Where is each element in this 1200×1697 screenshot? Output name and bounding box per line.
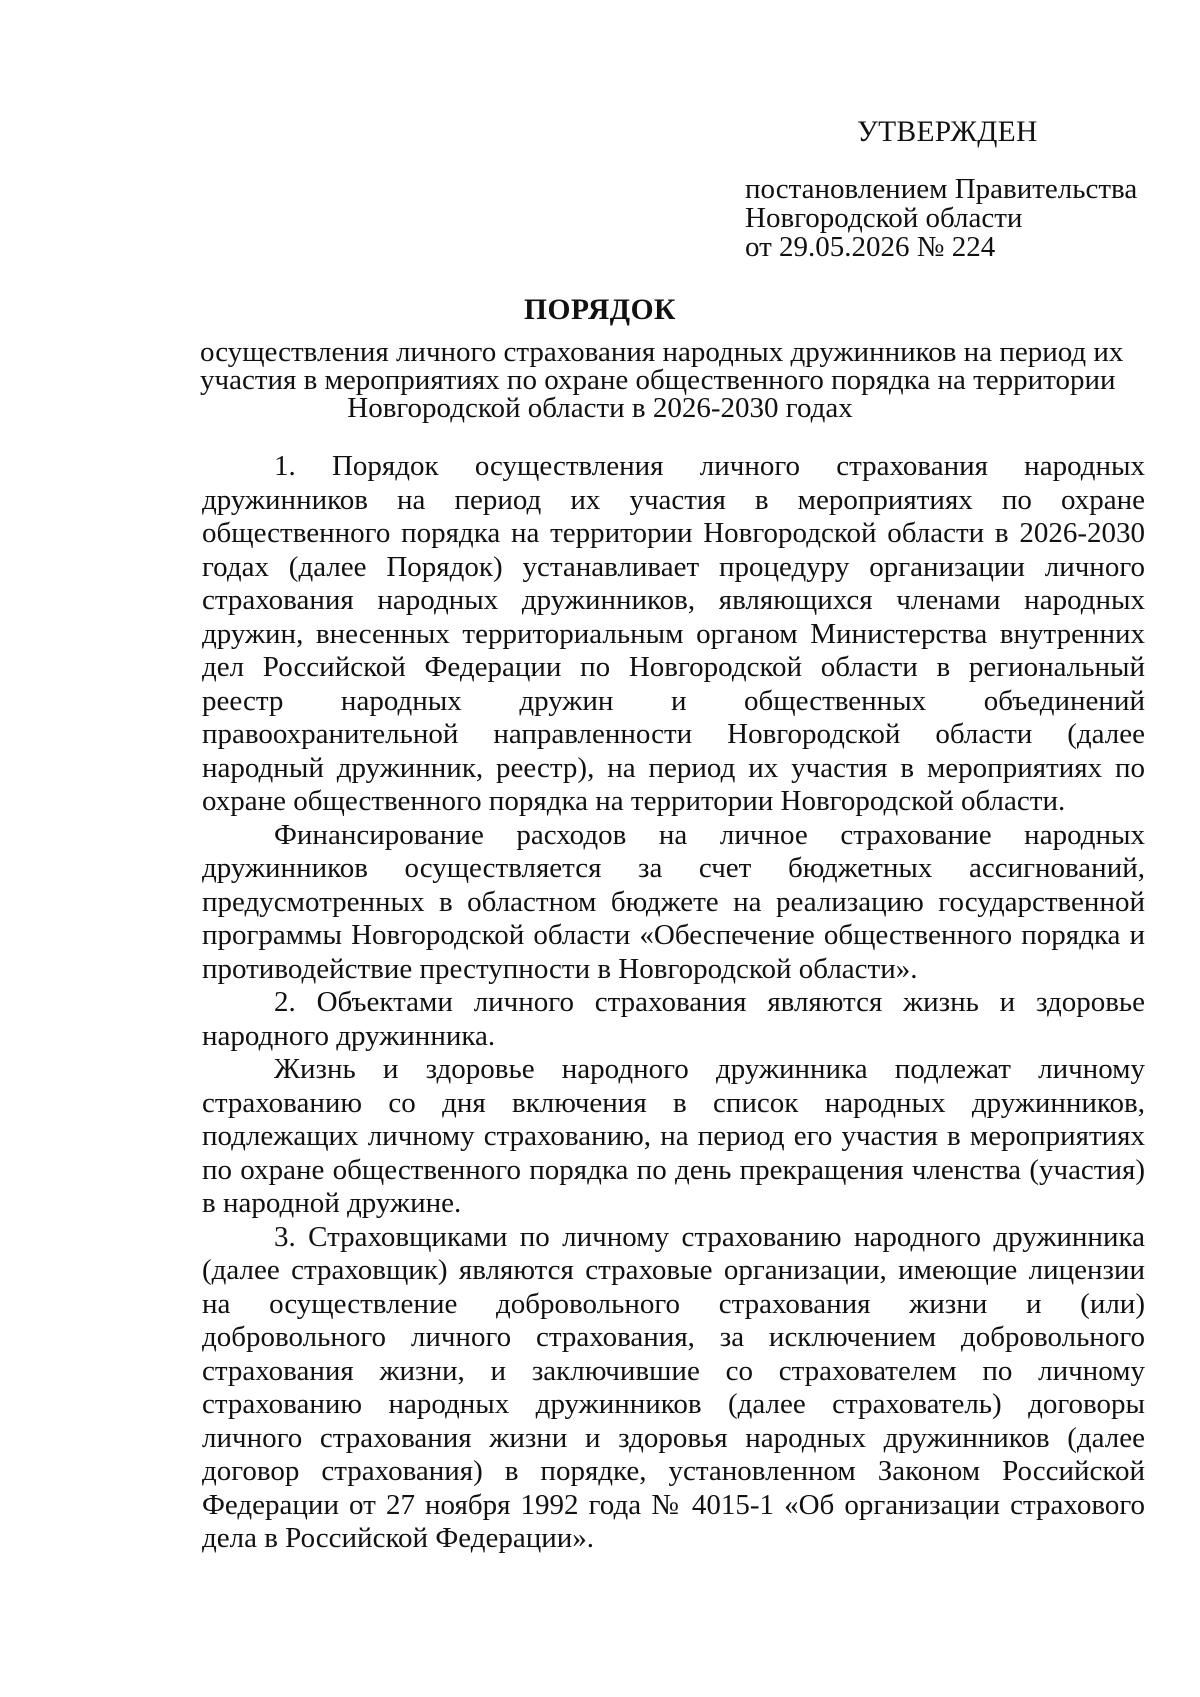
- document-subtitle: [200, 336, 1124, 424]
- subtitle-line: Новгородской области в 2026-2030 годах: [347, 392, 853, 424]
- paragraph: Жизнь и здоровье народного дружинника подлежат личному страхованию со дня включения в список народных дружинников, подлежащих личному страхованию, на период его участия в мероприятиях по охране общественного порядка по день прекращения членства (участия) в народной дружине.: [202, 1053, 1145, 1219]
- approval-block: [745, 118, 1165, 262]
- document-title: ПОРЯДОК: [524, 294, 676, 326]
- subtitle-line: осуществления личного страхования народных дружинников на период их: [200, 336, 1124, 368]
- document-body: [202, 450, 1145, 1556]
- approval-line: Новгородской области: [745, 202, 1023, 234]
- approval-line: постановлением Правительства: [745, 173, 1138, 205]
- paragraph: 2. Объектами личного страхования являются жизнь и здоровье народного дружинника.: [202, 986, 1145, 1052]
- paragraph: 3. Страховщиками по личному страхованию народного дружинника (далее страховщик) являются страховые организации, имеющие лицензии на осуществление добровольного страхования жизни и (или) добровольного личного страхования, за исключением добровольного страхования жизни, и заключившие со страхователем по личному страхованию народных дружинников (далее страхователь) договоры личного страхования жизни и здоровья народных дружинников (далее договор страхования) в порядке, установленном Законом Российской Федерации от 27 ноября 1992 года № 4015-1 «Об организации страхового дела в Российской Федерации».: [202, 1220, 1145, 1554]
- subtitle-line: участия в мероприятиях по охране общественного порядка на территории: [200, 364, 1116, 396]
- approval-line: от 29.05.2026 № 224: [745, 231, 996, 263]
- paragraph: 1. Порядок осуществления личного страхования народных дружинников на период их участия в мероприятиях по охране общественного порядка на территории Новгородской области в 2026-2030 годах (далее Порядок) устанавливает процедуру организации личного страхования народных дружинников, являющихся членами народных дружин, внесенных территориальным органом Министерства внутренних дел Российской Федерации по Новгородской области в региональный реестр народных дружин и общественных объединений правоохранительной направленности Новгородской области (далее народный дружинник, реестр), на период их участия в мероприятиях по охране общественного порядка на территории Новгородской области.: [202, 450, 1145, 817]
- approval-title: УТВЕРЖДЕН: [857, 116, 1038, 148]
- paragraph: Финансирование расходов на личное страхование народных дружинников осуществляется за счет бюджетных ассигнований, предусмотренных в областном бюджете на реализацию государственной программы Новгородской области «Обеспечение общественного порядка и противодействие преступности в Новгородской области».: [202, 818, 1145, 985]
